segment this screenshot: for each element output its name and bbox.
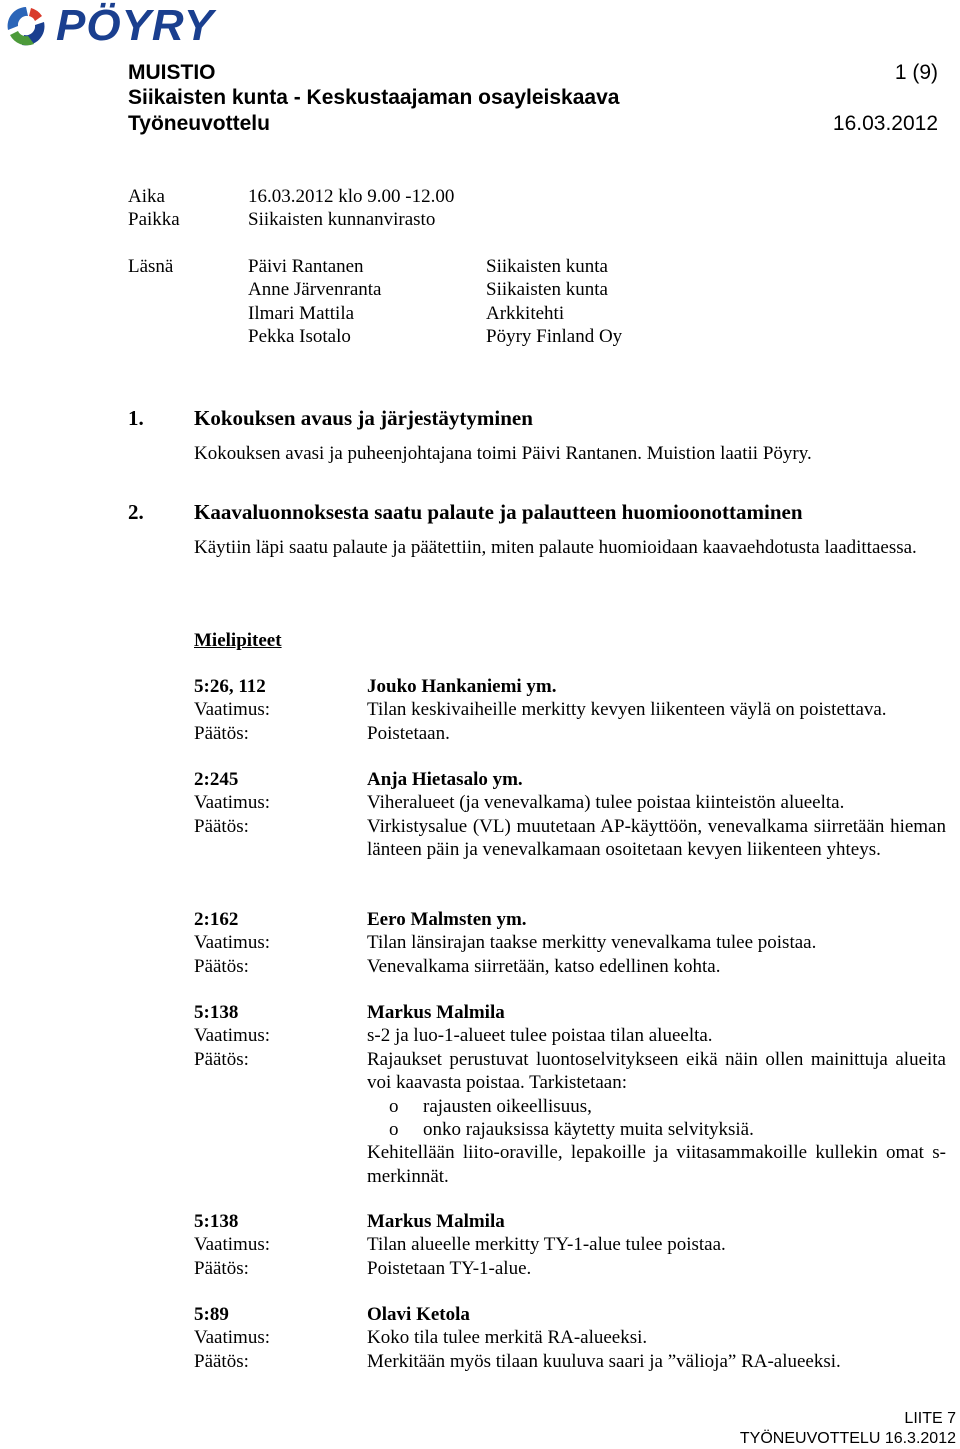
section-body: Kokouksen avasi ja puheenjohtajana toimi Päivi Rantanen. Muistion laatii Pöyry. bbox=[194, 443, 812, 464]
present-label: Läsnä bbox=[128, 256, 174, 277]
section-title: Kokouksen avaus ja järjestäytyminen bbox=[194, 406, 533, 430]
poyry-swirl-icon bbox=[4, 4, 48, 48]
opinion-id: 2:162 bbox=[194, 909, 239, 930]
list-item bbox=[367, 1095, 946, 1118]
opinion-author: Olavi Ketola bbox=[367, 1304, 470, 1325]
demand-label: Vaatimus: bbox=[194, 932, 270, 954]
demand-label: Vaatimus: bbox=[194, 1327, 270, 1349]
doc-type: MUISTIO bbox=[128, 61, 216, 84]
opinion-entry bbox=[194, 908, 946, 978]
section-title: Kaavaluonnoksesta saatu palaute ja palautteen huomioonottaminen bbox=[194, 500, 803, 524]
opinion-id: 5:138 bbox=[194, 1002, 239, 1023]
bullet-text: rajausten oikeellisuus, bbox=[423, 1095, 592, 1117]
opinion-demand: s-2 ja luo-1-alueet tulee poistaa tilan alueelta. bbox=[367, 1025, 713, 1047]
demand-label: Vaatimus: bbox=[194, 699, 270, 721]
opinion-entry bbox=[194, 1303, 946, 1373]
opinion-decision: Poistetaan TY-1-alue. bbox=[367, 1257, 532, 1279]
opinion-entry bbox=[194, 675, 946, 745]
attendee-name: Pekka Isotalo bbox=[248, 326, 351, 348]
time-label: Aika bbox=[128, 186, 165, 207]
place-value: Siikaisten kunnanvirasto bbox=[248, 209, 436, 230]
opinion-decision: Merkitään myös tilaan kuuluva saari ja ”välioja” RA-alueeksi. bbox=[367, 1350, 841, 1372]
opinion-author: Anja Hietasalo ym. bbox=[367, 769, 523, 790]
opinion-demand: Tilan alueelle merkitty TY-1-alue tulee poistaa. bbox=[367, 1234, 726, 1256]
opinion-decision-followup: Kehitellään liito-oraville, lepakoille ja viitasammakoille kullekin omat s-merkinnät. bbox=[367, 1142, 946, 1187]
footer bbox=[740, 1409, 956, 1449]
opinion-author: Jouko Hankaniemi ym. bbox=[367, 676, 557, 697]
opinion-decision: Venevalkama siirretään, katso edellinen kohta. bbox=[367, 955, 721, 977]
time-value: 16.03.2012 klo 9.00 -12.00 bbox=[248, 186, 455, 207]
decision-label: Päätös: bbox=[194, 815, 249, 837]
attendee-list bbox=[248, 255, 622, 349]
decision-label: Päätös: bbox=[194, 722, 249, 744]
attendee-row bbox=[248, 325, 622, 348]
opinion-demand: Viheralueet (ja venevalkama) tulee poistaa kiinteistön alueelta. bbox=[367, 792, 845, 814]
attendee-row bbox=[248, 255, 622, 278]
bullet-marker: o bbox=[389, 1119, 399, 1141]
opinion-author: Markus Malmila bbox=[367, 1002, 505, 1023]
attendee-row bbox=[248, 302, 622, 325]
opinion-decision: Poistetaan. bbox=[367, 722, 450, 744]
opinion-id: 5:89 bbox=[194, 1304, 229, 1325]
opinion-entry bbox=[194, 1210, 946, 1280]
attendee-org: Siikaisten kunta bbox=[486, 256, 608, 277]
attachment-label: LIITE 7 bbox=[904, 1410, 956, 1427]
opinion-demand: Tilan länsirajan taakse merkitty venevalkama tulee poistaa. bbox=[367, 932, 817, 954]
demand-label: Vaatimus: bbox=[194, 1025, 270, 1047]
opinion-entry bbox=[194, 1001, 946, 1188]
opinion-id: 5:138 bbox=[194, 1211, 239, 1232]
bullet-marker: o bbox=[389, 1095, 399, 1117]
place-label: Paikka bbox=[128, 209, 180, 230]
demand-label: Vaatimus: bbox=[194, 1234, 270, 1256]
opinions-heading: Mielipiteet bbox=[194, 630, 282, 651]
opinion-demand: Koko tila tulee merkitä RA-alueeksi. bbox=[367, 1327, 648, 1349]
opinion-id: 2:245 bbox=[194, 769, 239, 790]
brand-name: PÖYRY bbox=[56, 1, 215, 50]
attendee-org: Arkkitehti bbox=[486, 302, 565, 324]
attendee-org: Pöyry Finland Oy bbox=[486, 326, 623, 348]
opinion-demand: Tilan keskivaiheille merkitty kevyen liikenteen väylä on poistettava. bbox=[367, 699, 887, 721]
list-item bbox=[367, 1118, 946, 1141]
footer-reference: TYÖNEUVOTTELU 16.3.2012 bbox=[739, 1430, 956, 1447]
demand-label: Vaatimus: bbox=[194, 792, 270, 814]
attendee-name: Päivi Rantanen bbox=[248, 256, 364, 277]
section-number: 2. bbox=[128, 500, 144, 524]
decision-label: Päätös: bbox=[194, 1350, 249, 1372]
attendee-org: Siikaisten kunta bbox=[486, 279, 608, 301]
attendee-name: Anne Järvenranta bbox=[248, 279, 382, 301]
project-title: Siikaisten kunta - Keskustaajaman osayleiskaava bbox=[128, 86, 620, 109]
decision-label: Päätös: bbox=[194, 955, 249, 977]
attendee-row bbox=[248, 278, 622, 301]
opinion-id: 5:26, 112 bbox=[194, 676, 266, 697]
decision-label: Päätös: bbox=[194, 1257, 249, 1279]
header-date: 16.03.2012 bbox=[832, 112, 938, 135]
opinion-author: Markus Malmila bbox=[367, 1211, 505, 1232]
company-logo bbox=[4, 1, 215, 50]
meeting-title: Työneuvottelu bbox=[128, 112, 270, 135]
check-list bbox=[367, 1095, 946, 1142]
opinion-decision: Rajaukset perustuvat luontoselvitykseen eikä näin ollen mainittuja alueita voi kaavasta poistaa. Tarkistetaan: bbox=[367, 1048, 946, 1094]
opinion-decision: Virkistysalue (VL) muutetaan AP-käyttöön, venevalkama siirretään hieman länteen päin ja venevalkamaan osoitetaan kevyen liikenteen yhteys. bbox=[367, 815, 946, 861]
section-body: Käytiin läpi saatu palaute ja päätettiin, miten palaute huomioidaan kaavaehdotusta laadittaessa. bbox=[194, 537, 917, 558]
attendee-name: Ilmari Mattila bbox=[248, 302, 355, 324]
opinion-author: Eero Malmsten ym. bbox=[367, 909, 527, 930]
opinion-entry bbox=[194, 768, 946, 862]
section-number: 1. bbox=[128, 406, 144, 430]
decision-label: Päätös: bbox=[194, 1048, 249, 1070]
bullet-text: onko rajauksissa käytetty muita selvityksiä. bbox=[423, 1119, 754, 1141]
page-number: 1 (9) bbox=[894, 61, 938, 84]
